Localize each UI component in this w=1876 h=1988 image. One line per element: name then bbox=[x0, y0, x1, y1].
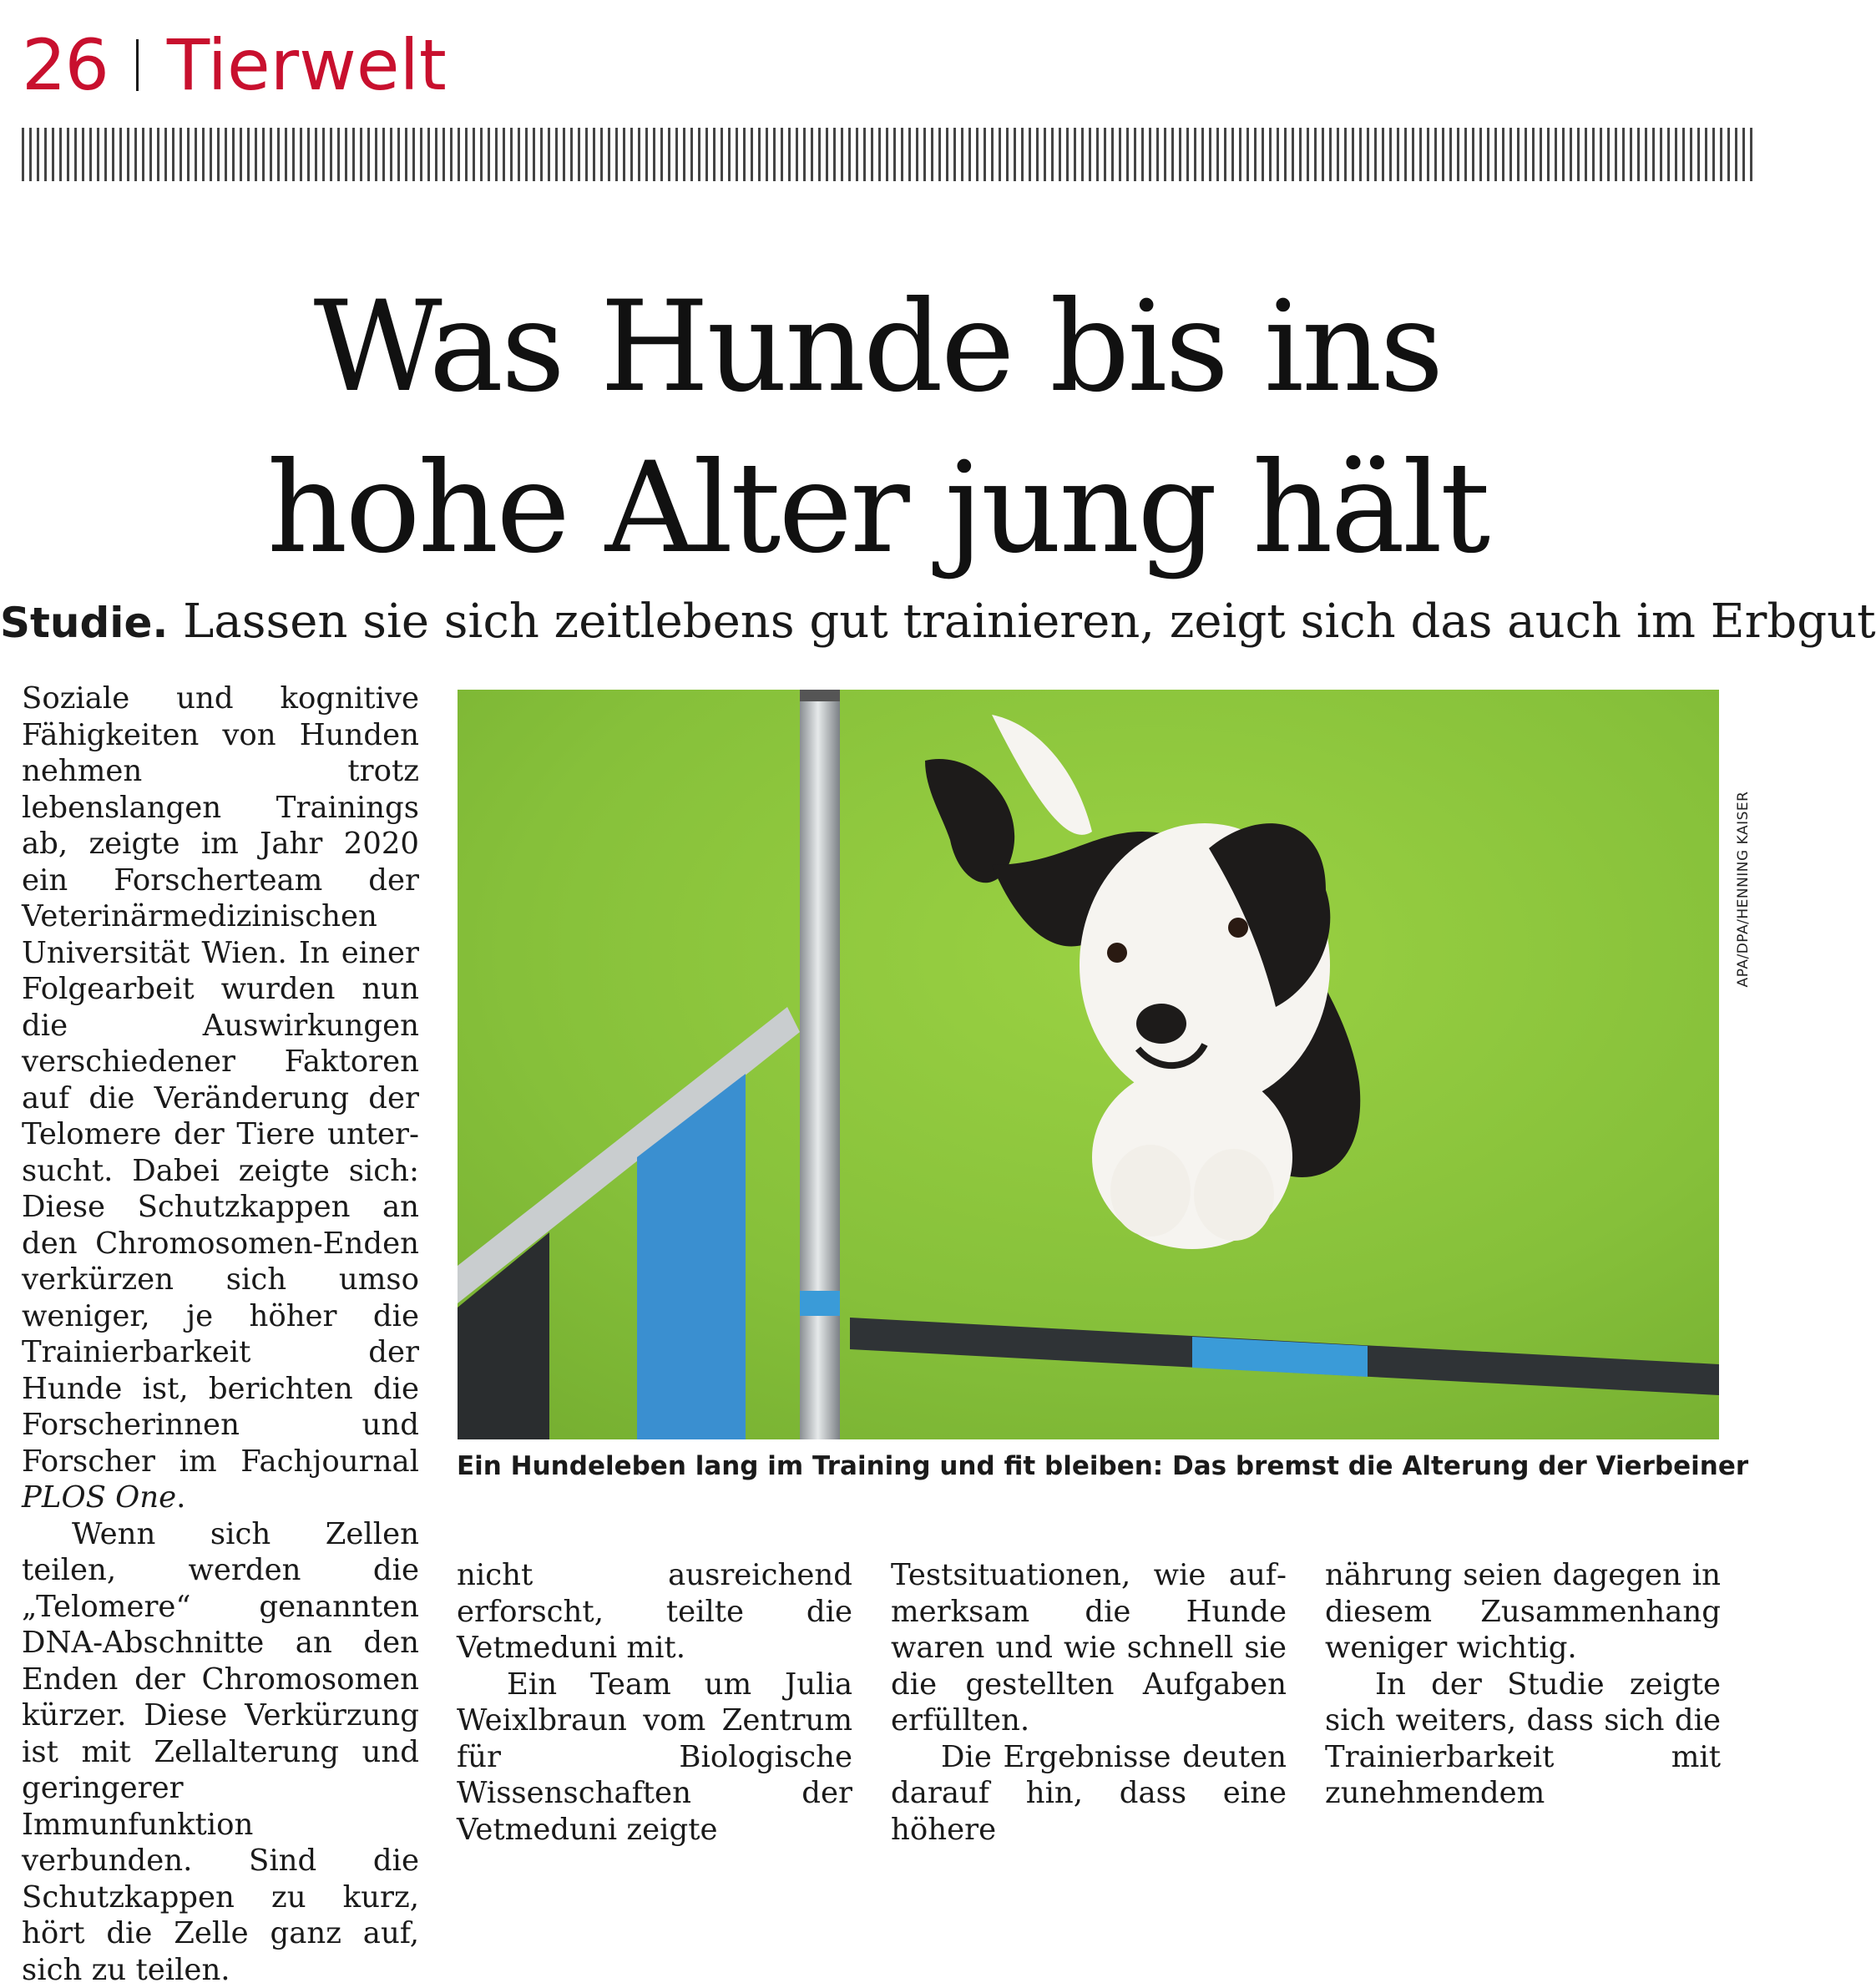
paragraph: Testsituationen, wie aufmerksam die Hunde waren und wie schnell sie die gestellten Aufgaben erfüllten. bbox=[891, 1557, 1287, 1739]
article-column-1 bbox=[22, 680, 419, 1755]
article-column-4 bbox=[1325, 1557, 1721, 1755]
paragraph bbox=[22, 680, 419, 1516]
header-rule bbox=[22, 128, 1755, 181]
dog-agility-photo bbox=[458, 690, 1719, 1439]
paragraph-text: Soziale und kognitive Fähigkeiten von Hunden nehmen trotz lebenslangen Trainings ab, zeigte im Jahr 2020 ein Forscherteam der Veterinärmedizinischen Universität Wien. In einer Folgearbeit wurden nun die Auswirkungen verschiedener Faktoren auf die Veränderung der Telomere der Tiere untersucht. Dabei zeigte sich: Diese Schutzkappen an den Chromosomen-Enden verkürzen sich umso weniger, je höher die Trainierbarkeit der Hunde ist, berichten die Forscherinnen und Forscher im Fachjournal bbox=[22, 681, 419, 1479]
paragraph: In der Studie zeigte sich weiters, dass sich die Trainierbarkeit mit zunehmendem bbox=[1325, 1667, 1721, 1812]
article-photo bbox=[458, 690, 1719, 1439]
dog-paw-right bbox=[1194, 1149, 1274, 1241]
jump-pole bbox=[800, 698, 840, 1439]
photo-credit: APA/DPA/HENNING KAISER bbox=[1735, 792, 1752, 988]
subheadline bbox=[0, 593, 1755, 652]
paragraph: nicht ausreichend erforscht, teilte die Vetmeduni mit. bbox=[457, 1557, 852, 1667]
headline-line-2: hohe Alter jung hält bbox=[0, 428, 1755, 589]
article-column-3 bbox=[891, 1557, 1287, 1755]
paragraph-end: . bbox=[176, 1480, 185, 1515]
journal-name: PLOS One bbox=[22, 1480, 176, 1515]
subheadline-text: Lassen sie sich zeitlebens gut trainieren, zeigt sich das auch im Erbgut bbox=[183, 594, 1875, 649]
paragraph: Wenn sich Zellen teilen, werden die „Telomere“ genannten DNA-Abschnitte an den Enden der Chromosomen kürzer. Diese Verkürzung ist mit Zellalterung und geringerer Immunfunktion verbunden. Sind die Schutzkappen zu kurz, hört die Zelle ganz auf, sich zu teilen. bbox=[22, 1516, 419, 1988]
section-title: Tierwelt bbox=[167, 30, 447, 100]
headline bbox=[0, 267, 1755, 589]
paragraph: nährung seien dagegen in diesem Zusammenhang weniger wichtig. bbox=[1325, 1557, 1721, 1667]
dog-nose bbox=[1136, 1004, 1186, 1044]
page-header bbox=[22, 23, 447, 107]
headline-line-1: Was Hunde bis ins bbox=[0, 267, 1755, 428]
subheadline-kicker: Studie. bbox=[0, 599, 168, 647]
header-divider bbox=[136, 39, 139, 91]
page-number: 26 bbox=[22, 30, 108, 100]
paragraph: Ein Team um Julia Weixlbraun vom Zentrum für Biologische Wissenschaften der Vetmeduni zeigte bbox=[457, 1667, 852, 1849]
article-column-2 bbox=[457, 1557, 852, 1755]
photo-caption: Ein Hundeleben lang im Training und fit bleiben: Das bremst die Alterung der Vierbeiner bbox=[457, 1448, 1726, 1485]
paragraph: Die Ergebnisse deuten darauf hin, dass eine höhere bbox=[891, 1739, 1287, 1849]
dog-paw-left bbox=[1110, 1145, 1191, 1237]
